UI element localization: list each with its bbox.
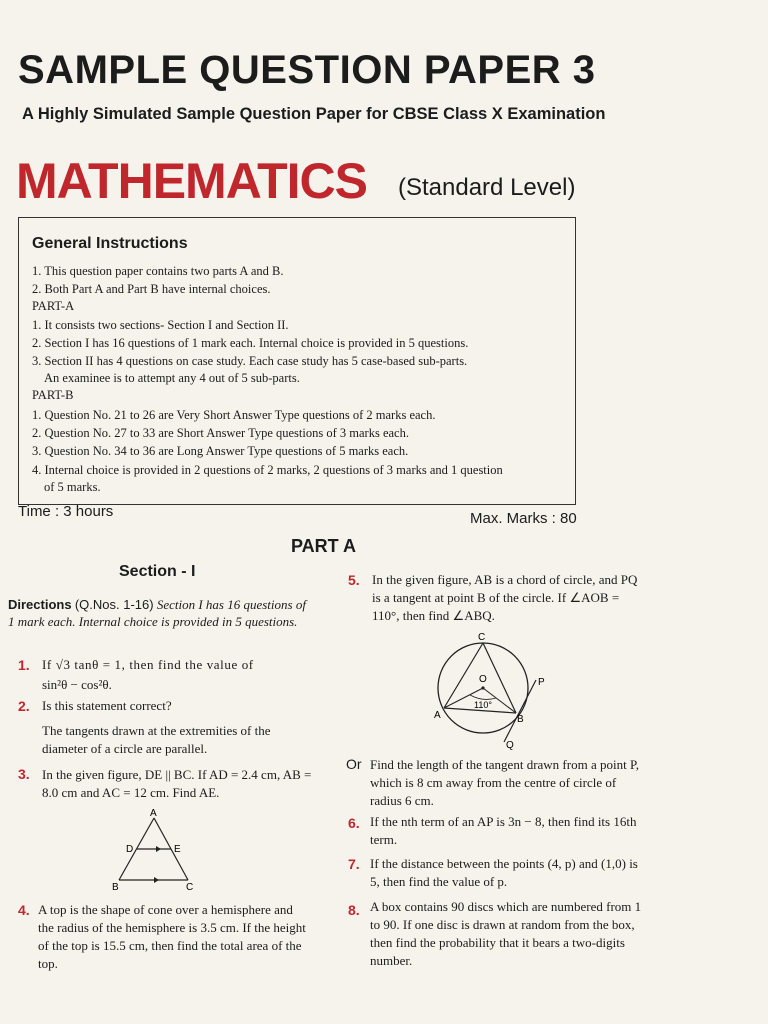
question-number: 2. (18, 698, 30, 714)
triangle-label-e: E (174, 844, 181, 855)
question-4-text: A top is the shape of cone over a hemisphere and the radius of the hemisphere is 3.5 cm. If the height of the top is 15.5 cm, then find the total area of the top. (38, 902, 306, 971)
question-number: 6. (348, 815, 360, 831)
circle-label-c: C (478, 632, 486, 643)
instruction-line: 2. Section I has 16 questions of 1 mark each. Internal choice is provided in 5 questions. (32, 336, 469, 350)
paper-title: SAMPLE QUESTION PAPER 3 (18, 48, 596, 92)
circle-label-a: A (434, 710, 441, 721)
question-5-or-text: Find the length of the tangent drawn from a point P, which is 8 cm away from the centre of circle of radius 6 cm. (370, 757, 639, 808)
instruction-line: 1. Question No. 21 to 26 are Very Short Answer Type questions of 2 marks each. (32, 408, 436, 422)
triangle-label-b: B (112, 882, 119, 893)
circle-label-q: Q (506, 740, 514, 751)
directions-text: Section I has 16 questions of 1 mark each. Internal choice is provided in 5 questions. (8, 597, 306, 629)
instruction-line: 2. Question No. 27 to 33 are Short Answer Type questions of 3 marks each. (32, 426, 409, 440)
instruction-line: 3. Section II has 4 questions on case study. Each case study has 5 case-based sub-parts. (32, 354, 468, 368)
question-8-text: A box contains 90 discs which are numbered from 1 to 90. If one disc is drawn at random from the box, then find the probability that it bears a two-digits number. (370, 899, 642, 968)
question-6-text: If the nth term of an AP is 3n − 8, then find its 16th term. (370, 814, 637, 847)
question-number: 4. (18, 902, 30, 918)
subject-title: MATHEMATICS (16, 153, 367, 209)
instruction-line: 3. Question No. 34 to 36 are Long Answer Type questions of 5 marks each. (32, 444, 409, 458)
directions (8, 596, 313, 630)
question-5-text: In the given figure, AB is a chord of circle, and PQ is a tangent at point B of the circle. If ∠AOB = 110°, then find ∠ABQ. (372, 572, 638, 623)
subject-level: (Standard Level) (398, 174, 576, 201)
circle-angle-label: 110° (474, 700, 492, 710)
instruction-line: 1. This question paper contains two parts A and B. (32, 264, 284, 278)
max-marks: Max. Marks : 80 (470, 510, 577, 527)
question-number: 8. (348, 902, 360, 918)
triangle-figure (104, 808, 214, 894)
circle-label-p: P (538, 677, 545, 688)
triangle-label-a: A (150, 808, 157, 819)
question-7-text: If the distance between the points (4, p) and (1,0) is 5, then find the value of p. (370, 856, 638, 889)
directions-label: Directions (8, 597, 72, 612)
part-heading: PART A (291, 536, 356, 556)
or-label: Or (346, 756, 362, 772)
instruction-line: of 5 marks. (44, 480, 101, 494)
question-2-statement: The tangents drawn at the extremities of the diameter of a circle are parallel. (42, 723, 271, 756)
section-heading: Section - I (119, 563, 196, 580)
question-2-text: Is this statement correct? (42, 698, 172, 713)
question-number: 3. (18, 766, 30, 782)
instruction-line: 4. Internal choice is provided in 2 questions of 2 marks, 2 questions of 3 marks and 1 question (32, 463, 503, 477)
exam-time: Time : 3 hours (18, 503, 114, 520)
paper-subtitle: A Highly Simulated Sample Question Paper for CBSE Class X Examination (22, 105, 606, 123)
question-1-text: If √3 tanθ = 1, then find the value of (42, 657, 254, 672)
triangle-label-c: C (186, 882, 194, 893)
question-number: 1. (18, 657, 30, 673)
instruction-line: An examinee is to attempt any 4 out of 5 sub-parts. (44, 371, 300, 385)
circle-label-b: B (517, 714, 524, 725)
instructions-heading: General Instructions (32, 235, 188, 252)
triangle-label-d: D (126, 844, 134, 855)
question-number: 7. (348, 856, 360, 872)
question-number: 5. (348, 572, 360, 588)
circle-figure (426, 630, 556, 755)
instruction-line: PART-A (32, 299, 75, 313)
question-3-text: In the given figure, DE || BC. If AD = 2.4 cm, AB = 8.0 cm and AC = 12 cm. Find AE. (42, 767, 312, 800)
instruction-line: 1. It consists two sections- Section I and Section II. (32, 318, 289, 332)
instruction-line: PART-B (32, 388, 74, 402)
directions-range: (Q.Nos. 1-16) (74, 597, 154, 612)
instruction-line: 2. Both Part A and Part B have internal choices. (32, 282, 271, 296)
question-1-expression: sin²θ − cos²θ. (42, 677, 112, 692)
circle-label-o: O (479, 674, 487, 685)
